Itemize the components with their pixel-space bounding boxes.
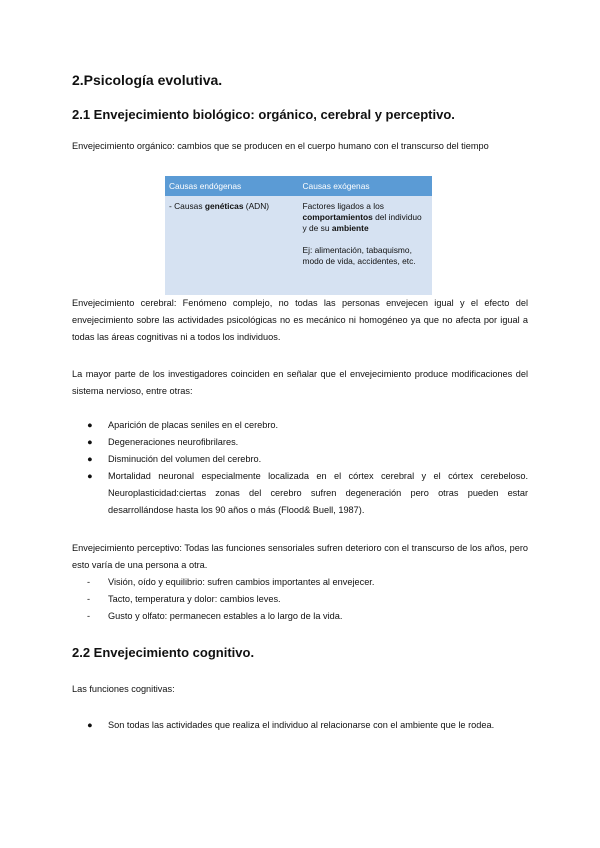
table-cell-endogenous bbox=[165, 196, 299, 295]
causes-table bbox=[165, 176, 432, 295]
section-1-heading: 2.1 Envejecimiento biológico: orgánico, cerebral y perceptivo. bbox=[72, 107, 455, 122]
list-item-text: Gusto y olfato: permanecen estables a lo largo de la vida. bbox=[108, 611, 343, 621]
cognitive-functions-intro: Las funciones cognitivas: bbox=[72, 684, 175, 694]
endogenous-prefix: - Causas bbox=[169, 201, 205, 211]
organic-aging-paragraph: Envejecimiento orgánico: cambios que se producen en el cuerpo humano con el transcurso del tiempo bbox=[72, 141, 489, 151]
bullet-marker: ● bbox=[87, 420, 93, 430]
list-item-text: Mortalidad neuronal especialmente localizada en el córtex cerebral y el córtex cerebeloso. Neuroplasticidad:ciertas zonas del cerebro sufren degeneración pero otras pueden estar desarrollándose hasta los 90 años o más (Flood& Buell, 1987). bbox=[108, 471, 528, 515]
list-item bbox=[72, 417, 528, 434]
bullet-marker: ● bbox=[87, 454, 93, 464]
list-item-text: Degeneraciones neurofibrilares. bbox=[108, 437, 239, 447]
senses-list bbox=[72, 574, 528, 625]
list-item bbox=[72, 608, 528, 625]
bullet-marker: ● bbox=[87, 437, 93, 447]
nervous-system-list bbox=[72, 417, 528, 519]
table-cell-exogenous bbox=[299, 196, 433, 295]
dash-marker: - bbox=[87, 577, 91, 587]
list-item bbox=[72, 591, 528, 608]
exogenous-mid: del individuo y de su bbox=[302, 212, 422, 233]
endogenous-bold: genéticas bbox=[204, 201, 244, 211]
exogenous-line1: Factores ligados a los bbox=[302, 201, 384, 211]
bullet-marker: ● bbox=[87, 471, 93, 481]
list-item-text: Disminución del volumen del cerebro. bbox=[108, 454, 262, 464]
section-2-heading: 2.2 Envejecimiento cognitivo. bbox=[72, 645, 255, 660]
list-item bbox=[72, 451, 528, 468]
dash-marker: - bbox=[87, 594, 91, 604]
list-item bbox=[72, 717, 528, 734]
list-item-text: Tacto, temperatura y dolor: cambios leves. bbox=[108, 594, 281, 604]
exogenous-bold-environment: ambiente bbox=[331, 223, 369, 233]
list-item bbox=[72, 574, 528, 591]
list-item-text: Aparición de placas seniles en el cerebro. bbox=[108, 420, 279, 430]
dash-marker: - bbox=[87, 611, 91, 621]
document-title: 2.Psicología evolutiva. bbox=[72, 72, 223, 88]
table-header-exogenous: Causas exógenas bbox=[299, 176, 433, 196]
exogenous-bold-behaviours: comportamientos bbox=[302, 212, 373, 222]
table-header-endogenous: Causas endógenas bbox=[165, 176, 299, 196]
exogenous-example: Ej: alimentación, tabaquismo, modo de vida, accidentes, etc. bbox=[302, 245, 416, 266]
endogenous-suffix: (ADN) bbox=[243, 201, 270, 211]
researchers-paragraph: La mayor parte de los investigadores coinciden en señalar que el envejecimiento produce modificaciones del sistema nervioso, entre otras: bbox=[72, 369, 528, 396]
cognitive-functions-list bbox=[72, 717, 528, 734]
list-item-text: Son todas las actividades que realiza el individuo al relacionarse con el ambiente que le rodea. bbox=[108, 720, 495, 730]
perceptive-aging-paragraph: Envejecimiento perceptivo: Todas las funciones sensoriales sufren deterioro con el transcurso de los años, pero esto varía de una persona a otra. bbox=[72, 543, 528, 570]
list-item bbox=[72, 468, 528, 519]
list-item-text: Visión, oído y equilibrio: sufren cambios importantes al envejecer. bbox=[108, 577, 375, 587]
cerebral-aging-paragraph: Envejecimiento cerebral: Fenómeno complejo, no todas las personas envejecen igual y el efecto del envejecimiento sobre las actividades psicológicas no es mecánico ni homogéneo ya que no afecta por igual a todas las áreas cognitivas ni a todos los individuos. bbox=[72, 298, 528, 342]
list-item bbox=[72, 434, 528, 451]
bullet-marker: ● bbox=[87, 720, 93, 730]
